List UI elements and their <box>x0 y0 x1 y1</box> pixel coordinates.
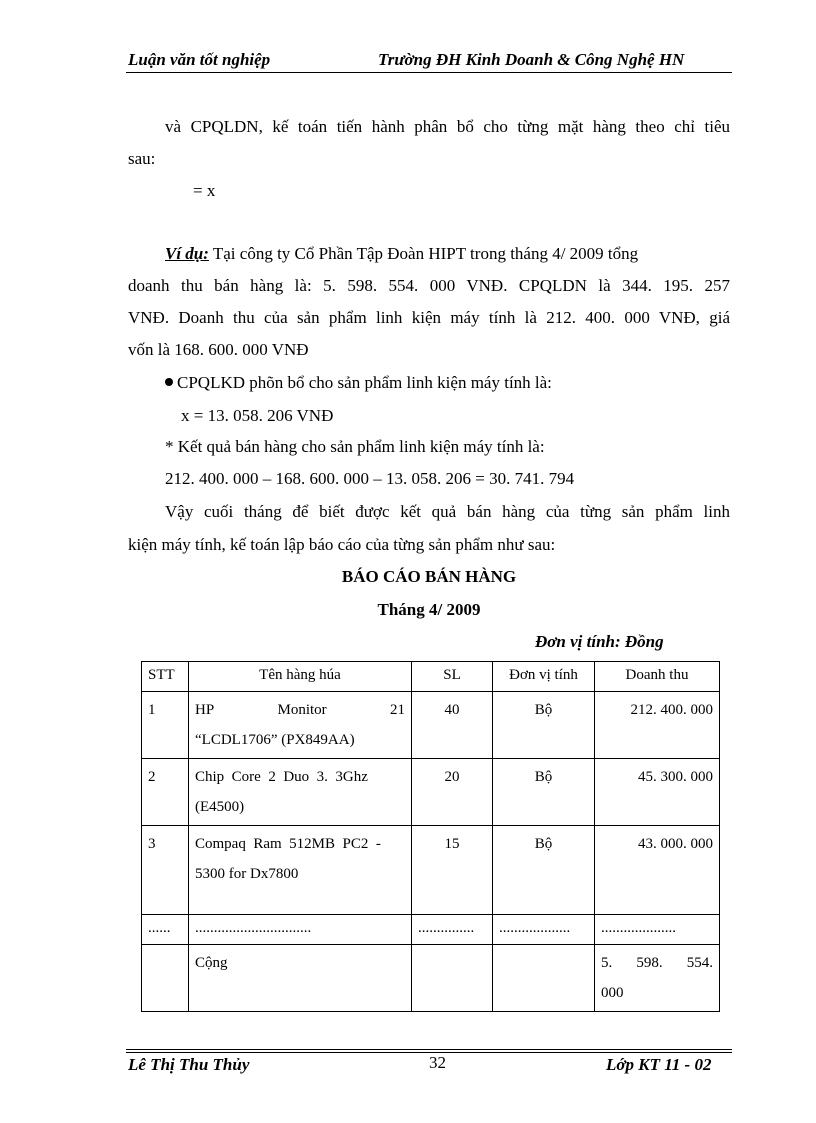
formula: = x <box>193 181 216 200</box>
example-line-2: doanh thu bán hàng là: 5. 598. 554. 000 VNĐ. CPQLDN là 344. 195. 257 <box>128 276 730 295</box>
name-line-2: “LCDL1706” (PX849AA) <box>195 732 355 748</box>
cell-unit: Bộ <box>493 759 595 826</box>
table-row <box>142 759 720 826</box>
example-line-4: vốn là 168. 600. 000 VNĐ <box>128 340 309 359</box>
cell-stt: 2 <box>142 759 189 826</box>
footer-rule-1 <box>126 1049 732 1050</box>
cell-revenue: 212. 400. 000 <box>595 692 720 759</box>
name-part-a: HP <box>195 702 215 718</box>
result-label: * Kết quả bán hàng cho sản phẩm linh kiện máy tính là: <box>165 437 545 456</box>
name-line-1: Chip Core 2 Duo 3. 3Ghz <box>195 769 368 785</box>
cell-dots: ................... <box>493 915 595 945</box>
cell-qty: 40 <box>412 692 493 759</box>
cell-name <box>189 759 412 826</box>
name-line-2: (E4500) <box>195 799 245 815</box>
paragraph-3-line-2: kiện máy tính, kế toán lập báo cáo của từng sản phẩm như sau: <box>128 535 556 554</box>
page-number: 32 <box>429 1053 446 1072</box>
cell-unit: Bộ <box>493 826 595 915</box>
cell-stt: 3 <box>142 826 189 915</box>
cell-qty: 15 <box>412 826 493 915</box>
total-part-a: 5. <box>601 955 613 971</box>
name-line-2: 5300 for Dx7800 <box>195 866 299 882</box>
cell-dots: ...... <box>142 915 189 945</box>
cell-revenue: 45. 300. 000 <box>595 759 720 826</box>
col-header-stt: STT <box>142 662 189 692</box>
table-row-dots <box>142 915 720 945</box>
report-month: Tháng 4/ 2009 <box>377 600 481 619</box>
bullet-text: CPQLKD phõn bổ cho sản phẩm linh kiện máy tính là: <box>177 373 552 392</box>
cell-unit: Bộ <box>493 692 595 759</box>
cell-total-label: Cộng <box>189 945 412 1012</box>
name-line-1: Compaq Ram 512MB PC2 - <box>195 836 381 852</box>
paragraph-1-line-2: sau: <box>128 149 156 168</box>
col-header-name: Tên hàng húa <box>189 662 412 692</box>
name-part-b: Monitor <box>277 702 327 718</box>
header-right: Trường ĐH Kinh Doanh & Công Nghệ HN <box>378 50 685 69</box>
example-label: Ví dụ: <box>165 244 209 263</box>
bullet-line <box>165 373 552 393</box>
cell-empty <box>412 945 493 1012</box>
col-header-qty: SL <box>412 662 493 692</box>
example-text-1: Tại công ty Cổ Phần Tập Đoàn HIPT trong tháng 4/ 2009 tổng <box>208 244 639 263</box>
cell-dots: .................... <box>595 915 720 945</box>
name-part-c: 21 <box>389 702 405 718</box>
table-total-row <box>142 945 720 1012</box>
report-unit: Đơn vị tính: Đồng <box>535 632 664 651</box>
cell-name <box>189 692 412 759</box>
header-left: Luận văn tốt nghiệp <box>128 50 271 69</box>
cell-dots: ............................... <box>189 915 412 945</box>
cell-revenue: 43. 000. 000 <box>595 826 720 915</box>
table-header-row <box>142 662 720 692</box>
example-line-1 <box>165 244 730 264</box>
cell-name <box>189 826 412 915</box>
report-title: BÁO CÁO BÁN HÀNG <box>341 567 517 586</box>
footer-left: Lê Thị Thu Thủy <box>128 1055 250 1074</box>
cell-empty <box>142 945 189 1012</box>
col-header-unit: Đơn vị tính <box>493 662 595 692</box>
table-row <box>142 826 720 915</box>
table-row <box>142 692 720 759</box>
x-line: x = 13. 058. 206 VNĐ <box>181 406 334 425</box>
footer-right: Lớp KT 11 - 02 <box>606 1055 712 1074</box>
paragraph-1-line-1: và CPQLDN, kế toán tiến hành phân bổ cho từng mặt hàng theo chỉ tiêu <box>165 117 730 136</box>
total-part-c: 554. <box>686 955 713 971</box>
cell-qty: 20 <box>412 759 493 826</box>
col-header-revenue: Doanh thu <box>595 662 720 692</box>
example-line-3: VNĐ. Doanh thu của sản phẩm linh kiện máy tính là 212. 400. 000 VNĐ, giá <box>128 308 730 327</box>
cell-dots: ............... <box>412 915 493 945</box>
paragraph-3-line-1: Vậy cuối tháng để biết được kết quả bán hàng của từng sản phẩm linh <box>165 502 730 521</box>
cell-stt: 1 <box>142 692 189 759</box>
sales-report-table <box>141 661 720 1012</box>
cell-total-value <box>595 945 720 1012</box>
total-part-d: 000 <box>601 985 624 1001</box>
cell-empty <box>493 945 595 1012</box>
header-rule <box>126 72 732 73</box>
total-part-b: 598. <box>636 955 663 971</box>
bullet-icon <box>165 378 173 386</box>
calc-line: 212. 400. 000 – 168. 600. 000 – 13. 058. 206 = 30. 741. 794 <box>165 469 575 488</box>
